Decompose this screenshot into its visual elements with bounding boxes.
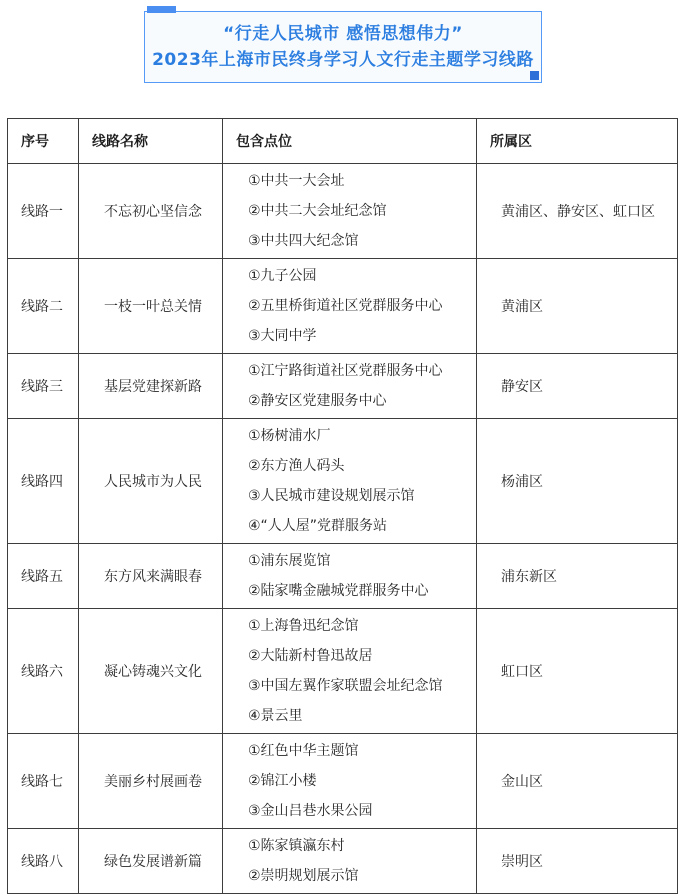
point-item: ①杨树浦水厂 xyxy=(248,428,331,444)
route-points-cell xyxy=(223,164,477,259)
point-item: ③人民城市建设规划展示馆 xyxy=(248,488,415,504)
point-item: ②五里桥街道社区党群服务中心 xyxy=(248,298,443,314)
banner-title-line-2: 2023年上海市民终身学习人文行走主题学习线路 xyxy=(152,50,534,70)
title-banner xyxy=(144,11,542,83)
point-item: ①九子公园 xyxy=(248,268,317,284)
route-points-cell xyxy=(223,544,477,609)
route-district-cell: 崇明区 xyxy=(477,829,678,894)
point-item: ③中共四大纪念馆 xyxy=(248,233,359,249)
route-number-cell: 线路一 xyxy=(8,164,79,259)
point-item: ①陈家镇瀛东村 xyxy=(248,838,345,854)
point-item: ③大同中学 xyxy=(248,328,317,344)
route-points-cell xyxy=(223,829,477,894)
route-points-cell xyxy=(223,259,477,354)
routes-table xyxy=(7,118,678,894)
route-district-cell: 金山区 xyxy=(477,734,678,829)
route-number-cell: 线路四 xyxy=(8,419,79,544)
route-points-cell xyxy=(223,419,477,544)
table-row xyxy=(8,544,678,609)
route-district-cell: 杨浦区 xyxy=(477,419,678,544)
column-header-district: 所属区 xyxy=(477,119,678,164)
table-row xyxy=(8,734,678,829)
point-item: ①江宁路街道社区党群服务中心 xyxy=(248,363,443,379)
banner-accent-square xyxy=(530,71,539,80)
column-header-points: 包含点位 xyxy=(223,119,477,164)
route-name-cell: 东方风来满眼春 xyxy=(79,544,223,609)
point-item: ①中共一大会址 xyxy=(248,173,345,189)
routes-table-header xyxy=(8,119,678,164)
route-name-cell: 美丽乡村展画卷 xyxy=(79,734,223,829)
point-item: ①上海鲁迅纪念馆 xyxy=(248,618,359,634)
route-name-cell: 绿色发展谱新篇 xyxy=(79,829,223,894)
routes-table-body xyxy=(8,164,678,894)
point-item: ①浦东展览馆 xyxy=(248,553,331,569)
table-row xyxy=(8,354,678,419)
route-name-cell: 基层党建探新路 xyxy=(79,354,223,419)
table-row xyxy=(8,609,678,734)
route-points-cell xyxy=(223,354,477,419)
route-number-cell: 线路八 xyxy=(8,829,79,894)
route-district-cell: 虹口区 xyxy=(477,609,678,734)
route-district-cell: 浦东新区 xyxy=(477,544,678,609)
route-district-cell: 黄浦区、静安区、虹口区 xyxy=(477,164,678,259)
route-points-cell xyxy=(223,609,477,734)
point-item: ②东方渔人码头 xyxy=(248,458,345,474)
header-row xyxy=(8,119,678,164)
route-number-cell: 线路七 xyxy=(8,734,79,829)
point-item: ③金山吕巷水果公园 xyxy=(248,803,373,819)
route-name-cell: 一枝一叶总关情 xyxy=(79,259,223,354)
table-row xyxy=(8,164,678,259)
point-item: ②崇明规划展示馆 xyxy=(248,868,359,884)
route-district-cell: 静安区 xyxy=(477,354,678,419)
point-item: ④“人人屋”党群服务站 xyxy=(248,518,388,534)
route-number-cell: 线路二 xyxy=(8,259,79,354)
route-name-cell: 人民城市为人民 xyxy=(79,419,223,544)
table-row xyxy=(8,829,678,894)
point-item: ②锦江小楼 xyxy=(248,773,317,789)
table-row xyxy=(8,419,678,544)
column-header-number: 序号 xyxy=(8,119,79,164)
route-points-cell xyxy=(223,734,477,829)
point-item: ②中共二大会址纪念馆 xyxy=(248,203,387,219)
point-item: ②大陆新村鲁迅故居 xyxy=(248,648,373,664)
route-name-cell: 凝心铸魂兴文化 xyxy=(79,609,223,734)
route-number-cell: 线路三 xyxy=(8,354,79,419)
route-number-cell: 线路五 xyxy=(8,544,79,609)
point-item: ③中国左翼作家联盟会址纪念馆 xyxy=(248,678,443,694)
point-item: ②静安区党建服务中心 xyxy=(248,393,387,409)
column-header-name: 线路名称 xyxy=(79,119,223,164)
banner-accent-bar xyxy=(147,6,176,13)
route-number-cell: 线路六 xyxy=(8,609,79,734)
point-item: ②陆家嘴金融城党群服务中心 xyxy=(248,583,429,599)
route-district-cell: 黄浦区 xyxy=(477,259,678,354)
point-item: ④景云里 xyxy=(248,708,303,724)
banner-title-line-1: “行走人民城市 感悟思想伟力” xyxy=(223,24,463,44)
route-name-cell: 不忘初心坚信念 xyxy=(79,164,223,259)
table-row xyxy=(8,259,678,354)
point-item: ①红色中华主题馆 xyxy=(248,743,359,759)
